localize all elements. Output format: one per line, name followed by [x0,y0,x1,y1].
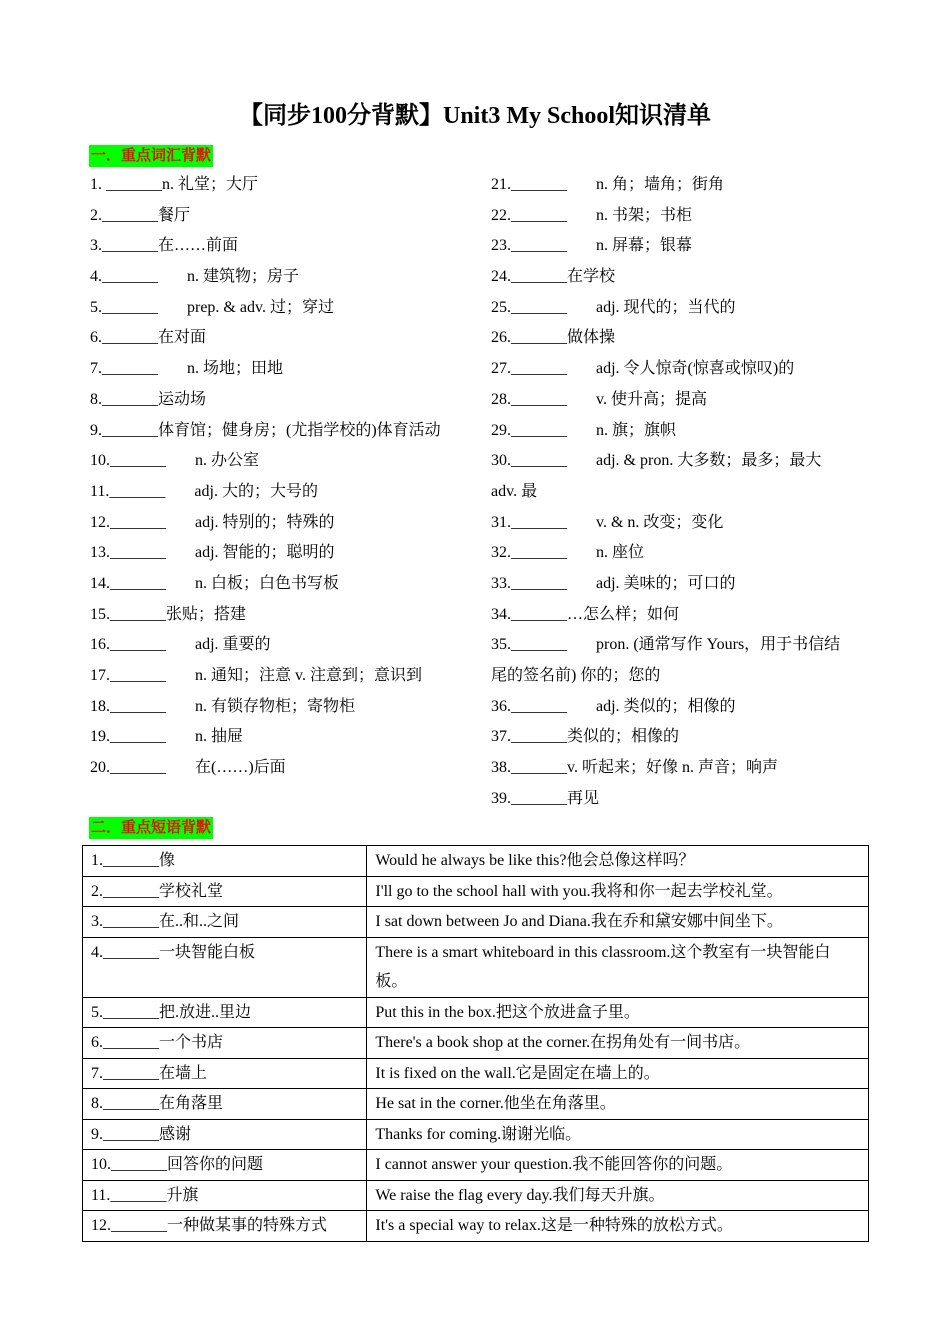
vocab-item [491,416,861,447]
phrase-cell: 3._______在..和..之间 [83,907,367,938]
vocab-meaning: n. 座位 [596,544,645,562]
vocab-meaning: n. 通知；注意 v. 注意到；意识到 [195,667,422,684]
vocab-meaning: n. 场地；田地 [187,360,284,378]
vocab-number-blank: 8._______ [90,390,158,408]
vocab-number-blank: 22._______ [491,206,567,224]
vocab-item [90,293,470,324]
vocab-item [491,385,861,416]
table-row [83,1028,869,1059]
vocab-meaning: 再见 [567,789,600,807]
table-row [83,1089,869,1120]
vocab-item [90,692,470,723]
example-cell: He sat in the corner.他坐在角落里。 [367,1089,869,1120]
vocab-item [90,661,470,692]
vocab-item [491,231,861,262]
vocab-number-blank: 3._______ [90,237,158,255]
example-cell: I sat down between Jo and Diana.我在乔和黛安娜中间坐下。 [367,907,869,938]
vocab-number-blank: 29._______ [491,421,567,439]
phrase-cell: 10._______回答你的问题 [83,1150,367,1181]
vocab-item [90,231,470,262]
vocab-meaning: 尾的签名前) 你的；您的 [491,667,661,684]
vocab-item [90,538,470,569]
vocab-meaning: 餐厅 [158,206,191,224]
table-row [83,1119,869,1150]
vocab-list-left [90,170,470,784]
vocab-number-blank: 9._______ [90,421,158,439]
vocab-item [491,722,861,753]
vocab-item [90,508,470,539]
vocab-meaning: n. 建筑物；房子 [187,268,300,286]
phrase-cell: 7._______在墙上 [83,1058,367,1089]
vocab-number-blank: 2._______ [90,206,158,224]
vocab-number-blank: 23._______ [491,237,567,255]
vocab-item [491,201,861,232]
vocab-item [90,416,470,447]
example-cell: I'll go to the school hall with you.我将和你一起去学校礼堂。 [367,876,869,907]
vocab-number-blank: 15._______ [90,605,166,623]
vocab-meaning: n. 角；墙角；街角 [596,176,725,193]
vocab-number-blank: 16._______ [90,636,166,654]
vocab-meaning: 在(……)后面 [195,759,286,777]
vocab-meaning: 在学校 [567,268,616,286]
vocab-number-blank: 21._______ [491,176,567,193]
vocab-number-blank: 1. _______ [90,176,162,193]
vocab-number-blank: 19._______ [90,728,166,746]
phrase-cell: 11._______升旗 [83,1180,367,1211]
vocab-item [90,323,470,354]
phrase-cell: 1._______像 [83,846,367,877]
vocab-meaning: …怎么样；如何 [567,605,680,623]
vocab-meaning: 做体操 [567,329,616,347]
vocab-item [90,630,470,661]
vocab-meaning: n. 书架；书柜 [596,206,693,224]
vocab-item [491,262,861,293]
vocab-item [491,293,861,324]
vocab-number-blank: 4._______ [90,268,158,286]
phrase-cell: 12._______一种做某事的特殊方式 [83,1211,367,1242]
page-title: 【同步100分背默】Unit3 My School知识清单 [238,103,711,129]
vocab-meaning: adj. 特别的；特殊的 [195,513,335,531]
vocab-item [90,753,470,784]
phrase-cell: 2._______学校礼堂 [83,876,367,907]
vocab-number-blank: 28._______ [491,390,567,408]
table-row [83,846,869,877]
vocab-number-blank: 31._______ [491,513,567,531]
vocab-number-blank: 39._______ [491,789,567,807]
vocab-number-blank: 6._______ [90,329,158,347]
vocab-item [90,569,470,600]
vocab-item [90,385,470,416]
vocab-item [491,323,861,354]
example-cell: There's a book shop at the corner.在拐角处有一间书店。 [367,1028,869,1059]
vocab-number-blank: 12._______ [90,513,166,531]
phrase-cell: 9._______感谢 [83,1119,367,1150]
vocab-item [491,170,861,201]
example-cell: Put this in the box.把这个放进盒子里。 [367,997,869,1028]
table-row [83,997,869,1028]
vocab-meaning: 体育馆；健身房；(尤指学校的)体育活动 [158,421,441,439]
vocab-meaning: pron. (通常写作 Yours，用于书信结 [596,636,841,654]
vocab-meaning: adj. & pron. 大多数；最多；最大 [596,452,822,470]
vocab-number-blank: 38._______ [491,759,567,777]
vocab-item [491,784,861,815]
phrase-table [82,845,869,1242]
vocab-number-blank: 35._______ [491,636,567,654]
phrase-cell: 5._______把.放进..里边 [83,997,367,1028]
vocab-item [90,600,470,631]
vocab-number-blank: 10._______ [90,452,166,470]
vocab-item [491,692,861,723]
vocab-number-blank: 17._______ [90,667,166,684]
vocab-number-blank: 32._______ [491,544,567,562]
phrase-cell: 6._______一个书店 [83,1028,367,1059]
vocab-meaning: n. 白板；白色书写板 [195,574,340,592]
section-heading-vocabulary: 一．重点词汇背默 [89,145,213,167]
vocab-number-blank: 30._______ [491,452,567,470]
example-cell: There is a smart whiteboard in this classroom.这个教室有一块智能白板。 [367,937,869,997]
vocab-meaning: adj. 智能的；聪明的 [195,544,335,562]
table-row [83,1180,869,1211]
vocab-meaning: adj. 美味的；可口的 [596,574,736,592]
vocab-item [491,446,861,477]
vocab-meaning: adj. 类似的；相像的 [596,697,736,715]
vocab-item [491,600,861,631]
vocab-meaning: 类似的；相像的 [567,728,680,746]
vocab-meaning: 在……前面 [158,237,239,255]
vocab-meaning: adv. 最 [491,482,538,500]
table-row [83,937,869,997]
vocab-meaning: v. 使升高；提高 [596,390,707,408]
vocab-meaning: 在对面 [158,329,207,347]
vocab-item [491,477,861,508]
vocab-number-blank: 7._______ [90,360,158,378]
vocab-number-blank: 11._______ [90,482,166,500]
vocab-meaning: prep. & adv. 过；穿过 [187,298,334,316]
vocab-meaning: n. 旗；旗帜 [596,421,677,439]
vocab-meaning: adj. 现代的；当代的 [596,298,736,316]
vocab-number-blank: 27._______ [491,360,567,378]
vocab-meaning: 运动场 [158,390,207,408]
table-row [83,876,869,907]
vocab-list-right [491,170,861,814]
table-row [83,1211,869,1242]
vocab-number-blank: 25._______ [491,298,567,316]
vocab-meaning: n. 有锁存物柜；寄物柜 [195,697,356,715]
vocab-item [491,661,861,692]
example-cell: We raise the flag every day.我们每天升旗。 [367,1180,869,1211]
vocab-meaning: adj. 令人惊奇(惊喜或惊叹)的 [596,360,795,378]
vocab-number-blank: 18._______ [90,697,166,715]
vocab-meaning: n. 屏幕；银幕 [596,237,693,255]
vocab-meaning: v. & n. 改变；变化 [596,513,724,531]
vocab-item [90,201,470,232]
phrase-cell: 8._______在角落里 [83,1089,367,1120]
vocab-item [491,508,861,539]
vocab-meaning: n. 抽屉 [195,728,244,746]
vocab-item [491,354,861,385]
vocab-number-blank: 14._______ [90,574,166,592]
example-cell: Would he always be like this?他会总像这样吗？ [367,846,869,877]
vocab-number-blank: 20._______ [90,759,166,777]
vocab-meaning: adj. 大的；大号的 [194,482,318,500]
table-row [83,1058,869,1089]
section-heading-phrases: 二．重点短语背默 [89,817,213,839]
vocab-number-blank: 37._______ [491,728,567,746]
vocab-item [90,446,470,477]
vocab-number-blank: 5._______ [90,298,158,316]
vocab-item [90,722,470,753]
vocab-number-blank: 13._______ [90,544,166,562]
vocab-item [491,569,861,600]
vocab-meaning: n. 办公室 [195,452,260,470]
vocab-meaning: n. 礼堂；大厅 [162,176,259,193]
vocab-number-blank: 24._______ [491,268,567,286]
vocab-meaning: 张贴；搭建 [166,605,247,623]
vocab-item [491,753,861,784]
vocab-meaning: v. 听起来；好像 n. 声音；响声 [567,759,778,777]
vocab-item [491,630,861,661]
vocab-item [491,538,861,569]
vocab-item [90,170,470,201]
vocab-number-blank: 36._______ [491,697,567,715]
table-row [83,1150,869,1181]
example-cell: Thanks for coming.谢谢光临。 [367,1119,869,1150]
phrase-cell: 4._______一块智能白板 [83,937,367,997]
example-cell: It is fixed on the wall.它是固定在墙上的。 [367,1058,869,1089]
example-cell: I cannot answer your question.我不能回答你的问题。 [367,1150,869,1181]
table-row [83,907,869,938]
vocab-number-blank: 33._______ [491,574,567,592]
vocab-number-blank: 26._______ [491,329,567,347]
vocab-item [90,477,470,508]
example-cell: It's a special way to relax.这是一种特殊的放松方式。 [367,1211,869,1242]
vocab-number-blank: 34._______ [491,605,567,623]
vocab-meaning: adj. 重要的 [195,636,271,654]
vocab-item [90,262,470,293]
vocab-item [90,354,470,385]
